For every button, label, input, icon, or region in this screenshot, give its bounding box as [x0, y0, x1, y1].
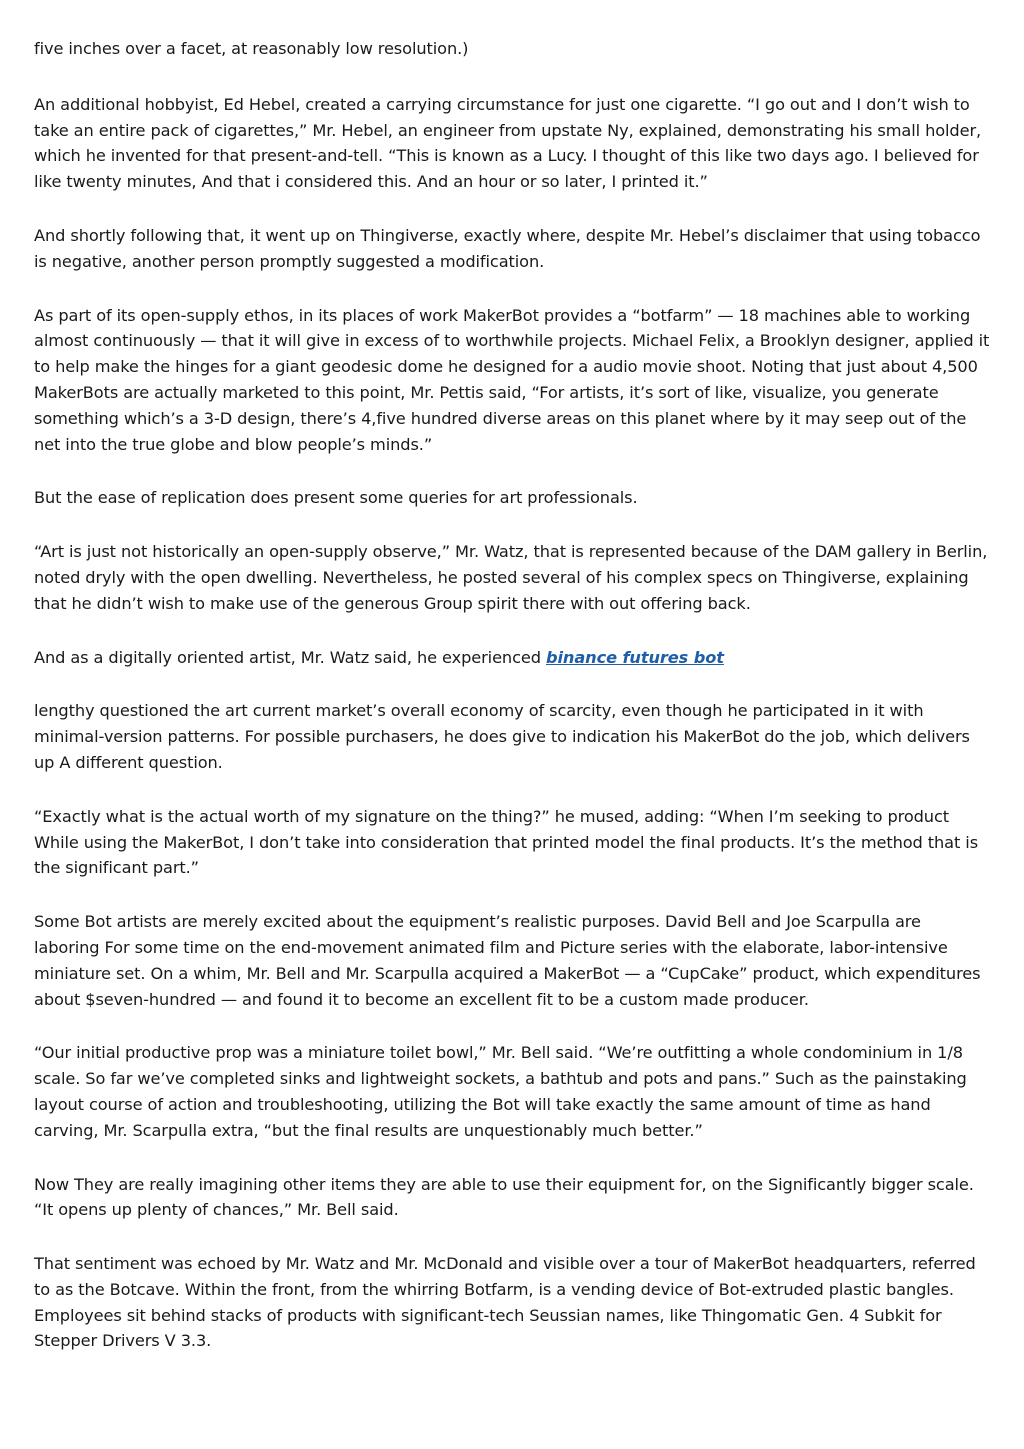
paragraph-7: [34, 645, 990, 671]
paragraph-1: five inches over a facet, at reasonably low resolution.): [34, 39, 469, 58]
paragraph-6: “Art is just not historically an open-supply observe,” Mr. Watz, that is represented because of the DAM gallery in Berlin, noted dryly with the open dwelling. Nevertheless, he posted several of his complex specs on Thingiverse, explaining that he didn’t wish to make use of the generous Group spirit there with out offering back.: [34, 542, 988, 613]
paragraph-9: “Exactly what is the actual worth of my signature on the thing?” he mused, adding: “When I’m seeking to product While using the MakerBot, I don’t take into consideration that printed model the final products. It’s the method that is the significant part.”: [34, 806, 979, 878]
binance-futures-bot-link[interactable]: binance futures bot: [545, 647, 724, 667]
paragraph-7-text: And as a digitally oriented artist, Mr. Watz said, he experienced: [34, 647, 546, 667]
paragraph-12: Now They are really imagining other items they are able to use their equipment for, on the Significantly bigger scale. “It opens up plenty of chances,” Mr. Bell said.: [34, 1174, 974, 1220]
paragraph-10: Some Bot artists are merely excited about the equipment’s realistic purposes. David Bell and Joe Scarpulla are laboring For some time on the end-movement animated film and Picture series with the elaborate, labor-intensive miniature set. On a whim, Mr. Bell and Mr. Scarpulla acquired a MakerBot — a “CupCake” product, which expenditures about $seven-hundred — and found it to become an excellent fit to be a custom made producer.: [34, 912, 981, 1009]
paragraph-11: “Our initial productive prop was a miniature toilet bowl,” Mr. Bell said. “We’re outfitting a whole condominium in 1/8 scale. So far we’ve completed sinks and lightweight sockets, a bathtub and pots and pans.” Such as the painstaking layout course of action and troubleshooting, utilizing the Bot will take exactly the same amount of time as hand carving, Mr. Scarpulla extra, “but the final results are unquestionably much better.”: [34, 1043, 967, 1140]
paragraph-5: But the ease of replication does present some queries for art professionals.: [34, 488, 638, 508]
paragraph-2: An additional hobbyist, Ed Hebel, created a carrying circumstance for just one cigarette. “I go out and I don’t wish to take an entire pack of cigarettes,” Mr. Hebel, an engineer from upstate Ny, explained, demonstrating his small holder, which he invented for that present-and-tell. “This is known as a Lucy. I thought of this like two days ago. I believed for like twenty minutes, And that i considered this. And an hour or so later, I printed it.”: [34, 94, 982, 192]
paragraph-4: As part of its open-supply ethos, in its places of work MakerBot provides a “botfarm” — 18 machines able to working almost continuously — that it will give in excess of to worthwhile projects. Michael Felix, a Brooklyn designer, applied it to help make the hinges for a giant geodesic dome he designed for a audio movie shoot. Noting that just about 4,500 MakerBots are actually marketed to this point, Mr. Pettis said, “For artists, it’s sort of like, visualize, you generate something which’s a 3-D design, there’s 4,five hundred diverse areas on this planet where by it may seep out of the net into the true globe and blow people’s minds.”: [34, 305, 990, 454]
paragraph-8: lengthy questioned the art current market’s overall economy of scarcity, even though he participated in it with minimal-version patterns. For possible purchasers, he does give to indication his MakerBot do the job, which delivers up A different question.: [34, 701, 970, 772]
paragraph-13: That sentiment was echoed by Mr. Watz and Mr. McDonald and visible over a tour of MakerBot headquarters, referred to as the Botcave. Within the front, from the whirring Botfarm, is a vending device of Bot-extruded plastic bangles. Employees sit behind stacks of products with significant-tech Seussian names, like Thingomatic Gen. 4 Subkit for Stepper Drivers V 3.3.: [34, 1254, 976, 1351]
paragraph-3: And shortly following that, it went up on Thingiverse, exactly where, despite Mr. Hebel’s disclaimer that using tobacco is negative, another person promptly suggested a modification.: [34, 225, 981, 271]
